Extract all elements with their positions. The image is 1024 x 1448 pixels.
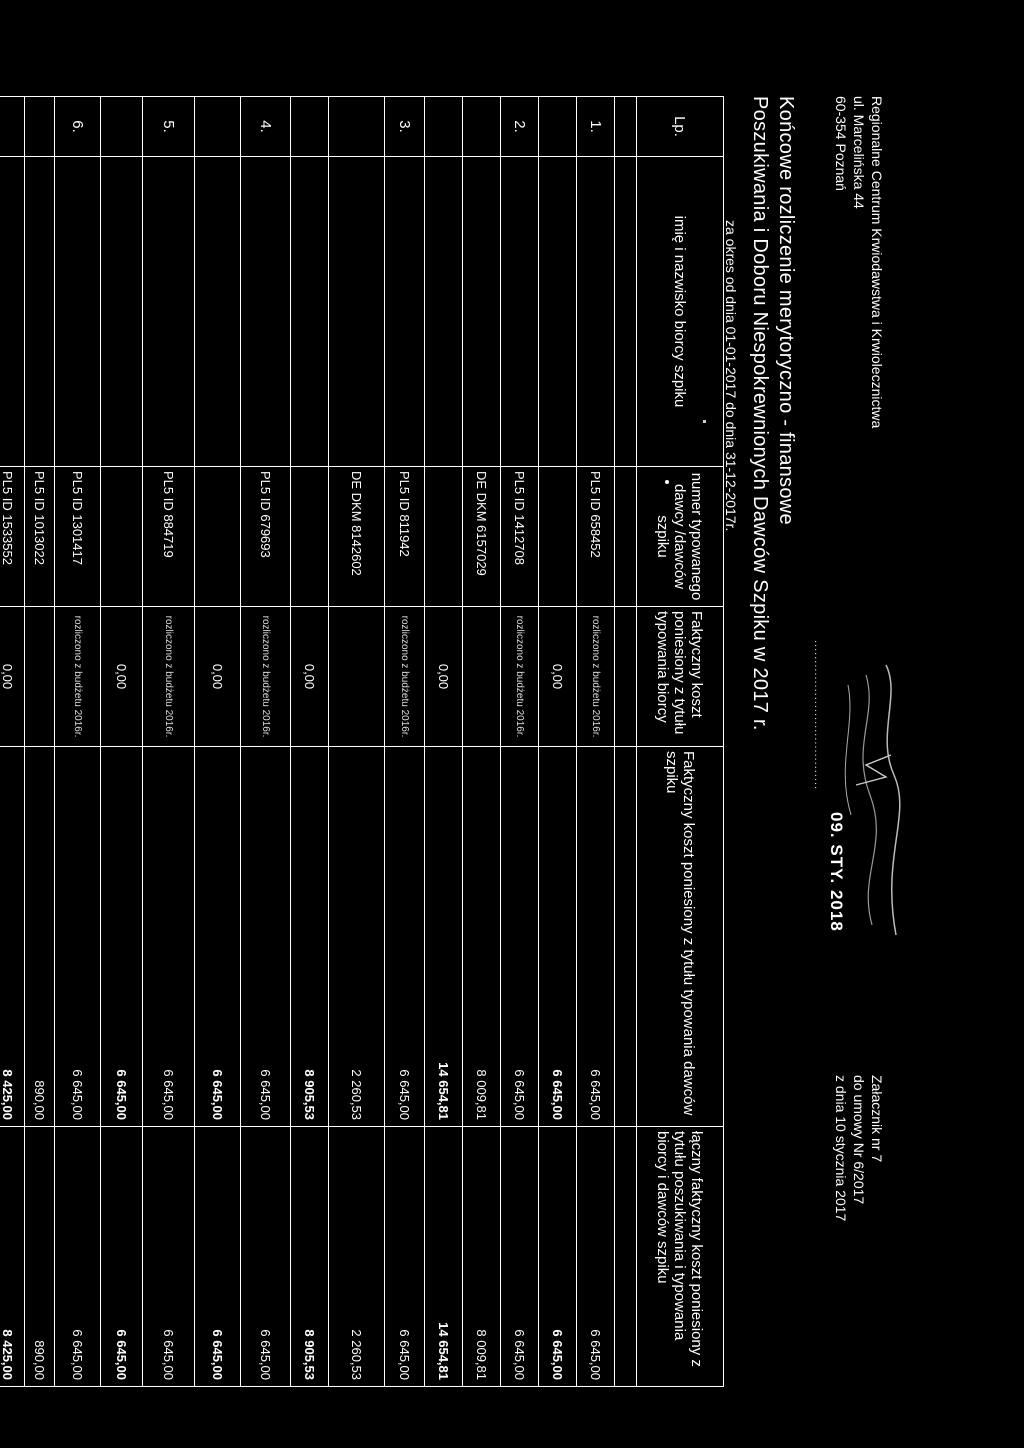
stamp-date: 09. STY. 2018 <box>827 812 846 932</box>
recipient-name-cell <box>55 157 101 467</box>
donor-cost-cell: 6 645,00 <box>385 747 425 1127</box>
lp-cell <box>425 97 463 157</box>
recipient-cost-cell <box>329 607 385 747</box>
total-cost-cell: 6 645,00 <box>539 1127 577 1387</box>
total-cost-cell: 6 645,00 <box>385 1127 425 1387</box>
attachment-line1: Załacznik nr 7 <box>869 1075 885 1163</box>
recipient-cost-cell: rozliczono z budżetu 2016r. <box>55 607 101 747</box>
donor-cost-cell: 6 645,00 <box>55 747 101 1127</box>
attachment-line3: z dnia 10 stycznia 2017 <box>833 1075 849 1222</box>
table-row <box>0 97 25 1387</box>
total-cost-cell: 2 260,53 <box>329 1127 385 1387</box>
recipient-name-cell <box>0 157 25 467</box>
organization-street: ul. Marcelińska 44 <box>851 96 867 209</box>
recipient-name-cell <box>539 157 577 467</box>
lp-cell: 5. <box>143 97 195 157</box>
title-line1: Końcowe rozliczenie merytoryczno - finansowe <box>775 96 797 525</box>
attachment-info <box>832 1075 886 1221</box>
header-total-cost: łączny faktyczny koszt poniesiony z tytułu poszukiwania i typowania biorcy i dawców szpiku <box>637 1127 724 1387</box>
organization-name: Regionalne Centrum Krwiodawstwa i Krwiolecznictwa <box>869 96 885 429</box>
table-row <box>329 97 385 1387</box>
lp-cell: 6. <box>55 97 101 157</box>
total-cost-cell: 6 645,00 <box>143 1127 195 1387</box>
lp-cell: 2. <box>501 97 539 157</box>
table-row <box>291 97 329 1387</box>
header-lp: Lp. <box>637 97 724 157</box>
donor-cost-cell: 8 905,53 <box>291 747 329 1127</box>
recipient-name-cell <box>101 157 143 467</box>
donor-cost-cell: 6 645,00 <box>501 747 539 1127</box>
total-cost-cell: 8 905,53 <box>291 1127 329 1387</box>
recipient-cost-cell: rozliczono z budżetu 2016r. <box>241 607 291 747</box>
donor-cost-cell: 8 009,81 <box>463 747 501 1127</box>
table-row <box>501 97 539 1387</box>
recipient-name-cell <box>25 157 55 467</box>
lp-cell <box>195 97 241 157</box>
donor-number-cell: PL5 ID 1412708 <box>501 467 539 607</box>
lp-cell <box>539 97 577 157</box>
recipient-name-cell <box>615 157 637 467</box>
organization-address <box>832 96 886 428</box>
recipient-cost-cell: 0,00 <box>539 607 577 747</box>
donor-number-cell: DE DKM 6157029 <box>463 467 501 607</box>
table-row <box>425 97 463 1387</box>
header-recipient-name: imię i nazwisko biorcy szpiku <box>637 157 724 467</box>
header-recipient-cost: Faktyczny koszt poniesiony z tytułu typowania biorcy <box>637 607 724 747</box>
total-cost-cell: 6 645,00 <box>195 1127 241 1387</box>
table-row <box>615 97 637 1387</box>
table-row <box>539 97 577 1387</box>
total-cost-cell: 8 009,81 <box>463 1127 501 1387</box>
donor-cost-cell: 2 260,53 <box>329 747 385 1127</box>
recipient-cost-cell: rozliczono z budżetu 2016r. <box>385 607 425 747</box>
lp-cell: 1. <box>577 97 615 157</box>
recipient-cost-cell: rozliczono z budżetu 2016r. <box>577 607 615 747</box>
header-donor-number: numer typowanego dawcy /dawców szpiku <box>637 467 724 607</box>
donor-number-cell: PL5 ID 811942 <box>385 467 425 607</box>
lp-cell <box>615 97 637 157</box>
donor-number-cell: PL5 ID 1533552 <box>0 467 25 607</box>
donor-number-cell: PL5 ID 1301417 <box>55 467 101 607</box>
table-row <box>25 97 55 1387</box>
recipient-cost-cell: 0,00 <box>0 607 25 747</box>
recipient-name-cell <box>463 157 501 467</box>
donor-cost-cell: 890,00 <box>25 747 55 1127</box>
donor-cost-cell: 6 645,00 <box>539 747 577 1127</box>
recipient-name-cell <box>577 157 615 467</box>
recipient-cost-cell <box>463 607 501 747</box>
donor-number-cell: DE DKM 8142602 <box>329 467 385 607</box>
recipient-name-cell <box>329 157 385 467</box>
total-cost-cell: 8 425,00 <box>0 1127 25 1387</box>
table-row <box>241 97 291 1387</box>
header-donor-cost: Faktyczny koszt poniesiony z tytułu typowania dawców szpiku <box>637 747 724 1127</box>
donor-cost-cell: 14 654,81 <box>425 747 463 1127</box>
recipient-name-cell <box>501 157 539 467</box>
lp-cell <box>0 97 25 157</box>
donor-cost-cell: 6 645,00 <box>241 747 291 1127</box>
recipient-name-cell <box>425 157 463 467</box>
table-row <box>385 97 425 1387</box>
stamp-dotted-line: ..................................... <box>812 640 824 791</box>
donor-number-cell <box>539 467 577 607</box>
recipient-cost-cell: 0,00 <box>425 607 463 747</box>
recipient-cost-cell: 0,00 <box>195 607 241 747</box>
table-row <box>101 97 143 1387</box>
organization-city: 60-354 Poznań <box>833 96 849 191</box>
donor-number-cell: PL5 ID 1013022 <box>25 467 55 607</box>
recipient-name-cell <box>385 157 425 467</box>
table-row <box>195 97 241 1387</box>
title-line2: Poszukiwania i Doboru Niespokrewnionych Dawców Szpiku w 2017 r. <box>749 96 771 731</box>
donor-cost-cell: 6 645,00 <box>195 747 241 1127</box>
recipient-name-cell <box>195 157 241 467</box>
recipient-cost-cell: rozliczono z budżetu 2016r. <box>143 607 195 747</box>
table-row <box>463 97 501 1387</box>
total-cost-cell: 14 654,81 <box>425 1127 463 1387</box>
total-cost-cell: 6 645,00 <box>55 1127 101 1387</box>
donor-cost-cell: 6 645,00 <box>143 747 195 1127</box>
donor-number-cell: PL5 ID 658452 <box>577 467 615 607</box>
recipient-name-cell <box>241 157 291 467</box>
lp-cell <box>463 97 501 157</box>
recipient-name-cell <box>143 157 195 467</box>
lp-cell: 4. <box>241 97 291 157</box>
attachment-line2: do umowy Nr 6/2017 <box>851 1075 867 1205</box>
recipient-cost-cell <box>615 607 637 747</box>
donor-number-cell <box>195 467 241 607</box>
lp-cell <box>25 97 55 157</box>
total-cost-cell: 890,00 <box>25 1127 55 1387</box>
donor-number-cell: PL5 ID 679693 <box>241 467 291 607</box>
donor-cost-cell <box>615 747 637 1127</box>
report-period: za okres od dnia 01-01-2017 do dnia 31-12-2017r. <box>723 220 739 532</box>
recipient-name-cell <box>291 157 329 467</box>
recipient-cost-cell: 0,00 <box>291 607 329 747</box>
donor-cost-cell: 8 425,00 <box>0 747 25 1127</box>
table-row <box>577 97 615 1387</box>
donor-cost-cell: 6 645,00 <box>577 747 615 1127</box>
total-cost-cell: 6 645,00 <box>501 1127 539 1387</box>
lp-cell <box>329 97 385 157</box>
donor-number-cell <box>425 467 463 607</box>
total-cost-cell: 6 645,00 <box>101 1127 143 1387</box>
donor-number-cell <box>615 467 637 607</box>
table-header-row <box>637 97 724 1387</box>
lp-cell <box>101 97 143 157</box>
total-cost-cell: 6 645,00 <box>241 1127 291 1387</box>
total-cost-cell <box>615 1127 637 1387</box>
lp-cell: 3. <box>385 97 425 157</box>
document-title <box>747 96 799 731</box>
lp-cell <box>291 97 329 157</box>
donor-number-cell: PL5 ID 884719 <box>143 467 195 607</box>
settlement-table <box>0 96 724 1387</box>
table-row <box>55 97 101 1387</box>
table-row <box>143 97 195 1387</box>
recipient-cost-cell <box>25 607 55 747</box>
donor-cost-cell: 6 645,00 <box>101 747 143 1127</box>
recipient-cost-cell: rozliczono z budżetu 2016r. <box>501 607 539 747</box>
total-cost-cell: 6 645,00 <box>577 1127 615 1387</box>
donor-number-cell <box>291 467 329 607</box>
recipient-cost-cell: 0,00 <box>101 607 143 747</box>
donor-number-cell <box>101 467 143 607</box>
